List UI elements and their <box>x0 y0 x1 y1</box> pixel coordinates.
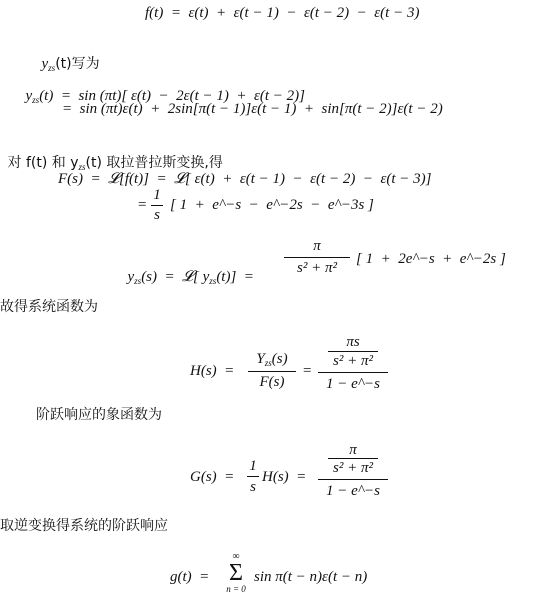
fraction-denominator: s <box>154 207 160 223</box>
fraction-denominator: F(s) <box>259 374 285 390</box>
text-laplace-b: (t) 取拉普拉斯变换,得 <box>85 155 223 171</box>
text-inverse-transform: 取逆变换得系统的阶跃响应 <box>0 518 168 534</box>
fraction-denominator: s² + π² <box>297 260 337 276</box>
equation-Yzs-s-mid: (s) = 𝓛[ y <box>141 269 210 285</box>
equation-g-t-lhs: g(t) = <box>170 569 210 585</box>
equation-f-t: f(t) = ε(t) + ε(t − 1) − ε(t − 2) − ε(t − 3) <box>145 5 420 21</box>
equation-F-s-simplified: [ 1 + e^−s − e^−2s − e^−3s ] <box>170 197 374 213</box>
fraction-numerator: 1 <box>249 458 257 474</box>
compound-numerator-bottom: s² + π² <box>333 353 373 369</box>
compound-numerator-top: πs <box>346 334 360 350</box>
fraction-numerator <box>246 350 298 372</box>
compound-main-bar <box>318 372 388 373</box>
compound-denominator: 1 − e^−s <box>325 483 381 499</box>
equation-eq-sign: = <box>138 197 147 213</box>
symbol-Y: Y <box>256 351 265 367</box>
text-written-as: (t)写为 <box>55 56 100 72</box>
sum-symbol: Σ <box>229 560 243 586</box>
compound-numerator-bottom: s² + π² <box>333 460 373 476</box>
text-system-function: 故得系统函数为 <box>0 299 98 315</box>
fraction-numerator: π <box>313 238 321 254</box>
equation-G-s-lhs: G(s) = <box>190 469 235 485</box>
text-laplace-a: 对 f(t) 和 y <box>7 155 79 171</box>
equation-g-t-rhs: sin π(t − n)ε(t − n) <box>254 569 368 585</box>
fraction-numerator: 1 <box>153 187 161 203</box>
subscript-zs: zs <box>78 162 86 172</box>
fraction-denominator: s <box>250 479 256 495</box>
subscript-zs: zs <box>264 358 272 368</box>
fraction-bar <box>247 476 259 477</box>
fraction-bar <box>284 257 350 258</box>
equation-F-s: F(s) = 𝓛[f(t)] = 𝓛[ ε(t) + ε(t − 1) − ε(t − 2) − ε(t − 3)] <box>58 171 432 187</box>
equation-H-s-lhs: H(s) = <box>190 363 235 379</box>
equation-G-s-mid: H(s) = <box>262 469 307 485</box>
symbol-y: y <box>41 56 49 72</box>
compound-numerator-top: π <box>349 442 357 458</box>
equation-eq-sign: = <box>303 363 312 379</box>
sum-lower-limit: n = 0 <box>226 584 246 594</box>
equation-yzs-t-expanded: = sin (πt)ε(t) + 2sin[π(t − 1)]ε(t − 1) + sin[π(t − 2)]ε(t − 2) <box>62 101 443 117</box>
symbol-y: y <box>25 88 33 104</box>
equation-yzs-t-rhs: (t) = sin (πt)[ ε(t) − 2ε(t − 1) + ε(t − 2)] <box>39 88 306 104</box>
equation-Yzs-s-eq: (t)] = <box>216 269 254 285</box>
equation-Yzs-s-rest: [ 1 + 2e^−s + e^−2s ] <box>356 251 506 267</box>
subscript-zs: zs <box>32 95 40 105</box>
subscript-zs: zs <box>209 276 217 286</box>
symbol-y: y <box>127 269 135 285</box>
text-s: (s) <box>271 351 288 367</box>
sum-upper-limit: ∞ <box>232 551 240 562</box>
text-step-response-image: 阶跃响应的象函数为 <box>36 407 162 423</box>
compound-main-bar <box>318 479 388 480</box>
fraction-bar <box>248 371 296 372</box>
subscript-zs: zs <box>48 63 56 73</box>
compound-denominator: 1 − e^−s <box>325 376 381 392</box>
equation-Yzs-s <box>120 250 254 290</box>
subscript-zs: zs <box>134 276 142 286</box>
